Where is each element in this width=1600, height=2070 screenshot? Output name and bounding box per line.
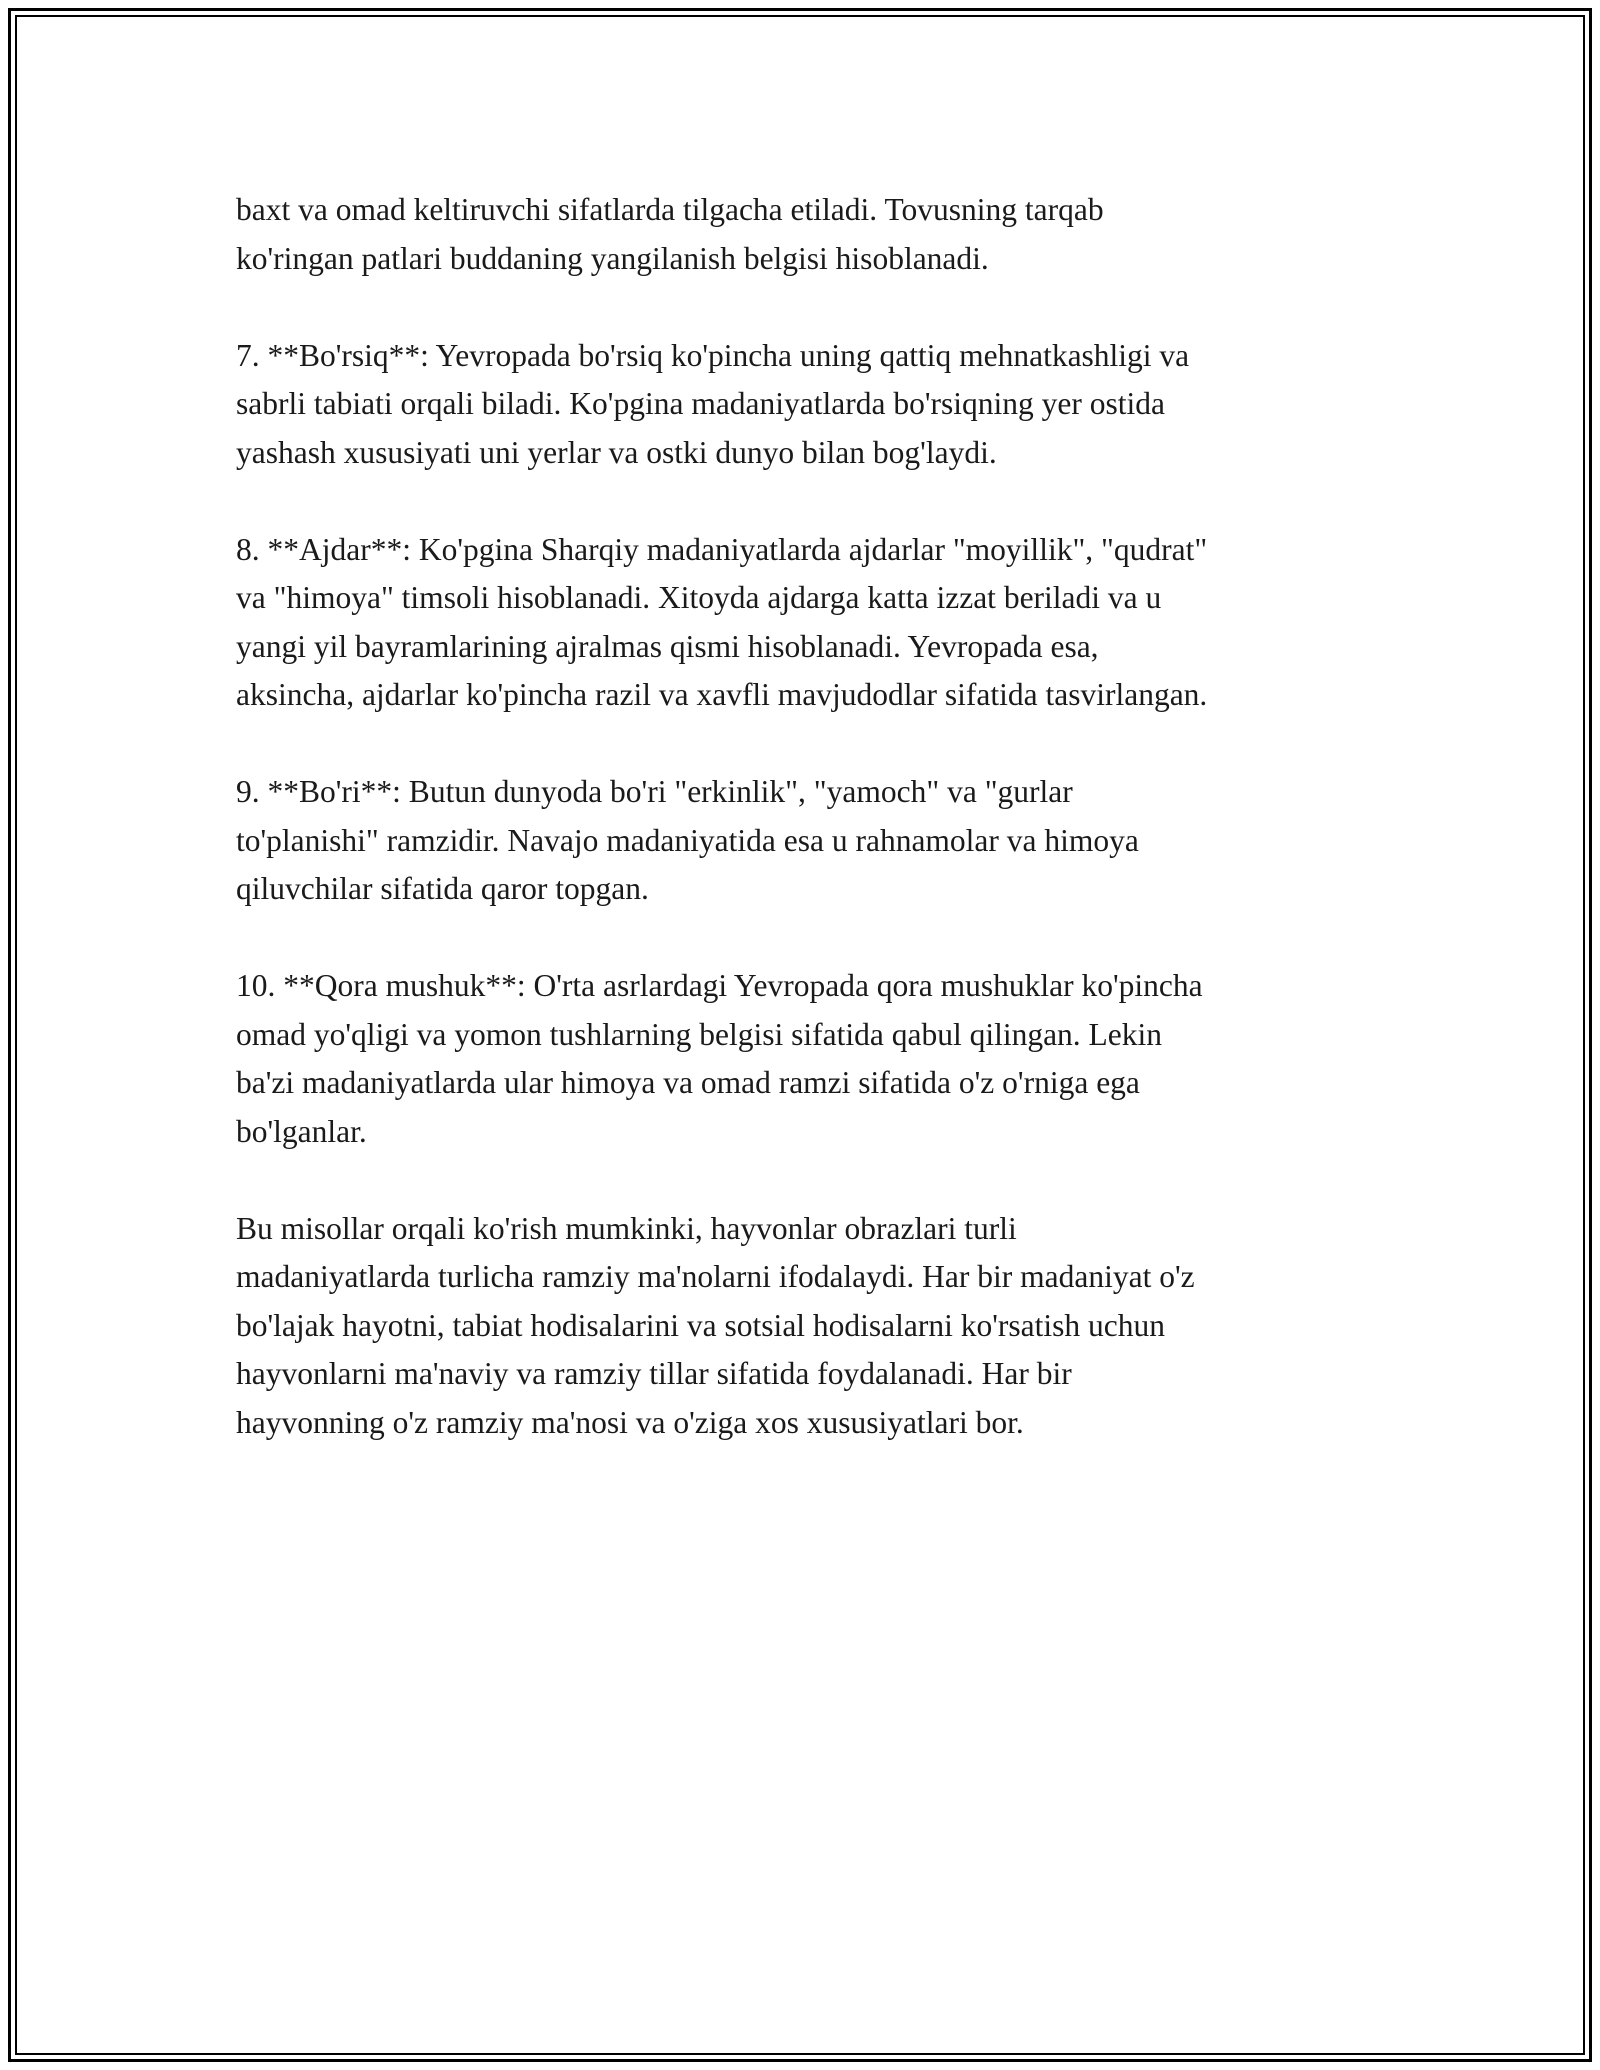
document-body: [236, 186, 1386, 1496]
paragraph-wolf: 9. **Bo'ri**: Butun dunyoda bo'ri "erkinlik", "yamoch" va "gurlar to'planishi" ramzidir. Navajo madaniyatida esa u rahnamolar va himoya qiluvchilar sifatida qaror topgan.: [236, 774, 1139, 906]
paragraph-badger: 7. **Bo'rsiq**: Yevropada bo'rsiq ko'pincha uning qattiq mehnatkashligi va sabrli tabiati orqali biladi. Ko'pgina madaniyatlarda bo'rsiqning yer ostida yashash xususiyati uni yerlar va ostki dunyo bilan bog'laydi.: [236, 337, 1190, 470]
paragraph-dragon: 8. **Ajdar**: Ko'pgina Sharqiy madaniyatlarda ajdarlar "moyillik", "qudrat" va "himoya" timsoli hisoblanadi. Xitoyda ajdarga katta izzat beriladi va u yangi yil bayramlarining ajralmas qismi hisoblanadi. Yevropada esa, aksincha, ajdarlar ko'pincha razil va xavfli mavjudodlar sifatida tasvirlangan.: [236, 531, 1208, 712]
paragraph-black-cat: 10. **Qora mushuk**: O'rta asrlardagi Yevropada qora mushuklar ko'pincha omad yo'qligi va yomon tushlarning belgisi sifatida qabul qilingan. Lekin ba'zi madaniyatlarda ular himoya va omad ramzi sifatida o'z o'rniga ega bo'lganlar.: [236, 968, 1203, 1149]
paragraph-peacock-continuation: baxt va omad keltiruvchi sifatlarda tilgacha etiladi. Tovusning tarqab ko'ringan patlari buddaning yangilanish belgisi hisoblanadi.: [236, 192, 1104, 276]
paragraph-conclusion: Bu misollar orqali ko'rish mumkinki, hayvonlar obrazlari turli madaniyatlarda turlicha ramziy ma'nolarni ifodalaydi. Har bir madaniyat o'z bo'lajak hayotni, tabiat hodisalarini va sotsial hodisalarni ko'rsatish uchun hayvonlarni ma'naviy va ramziy tillar sifatida foydalanadi. Har bir hayvonning o'z ramziy ma'nosi va o'ziga xos xususiyatlari bor.: [236, 1210, 1195, 1440]
